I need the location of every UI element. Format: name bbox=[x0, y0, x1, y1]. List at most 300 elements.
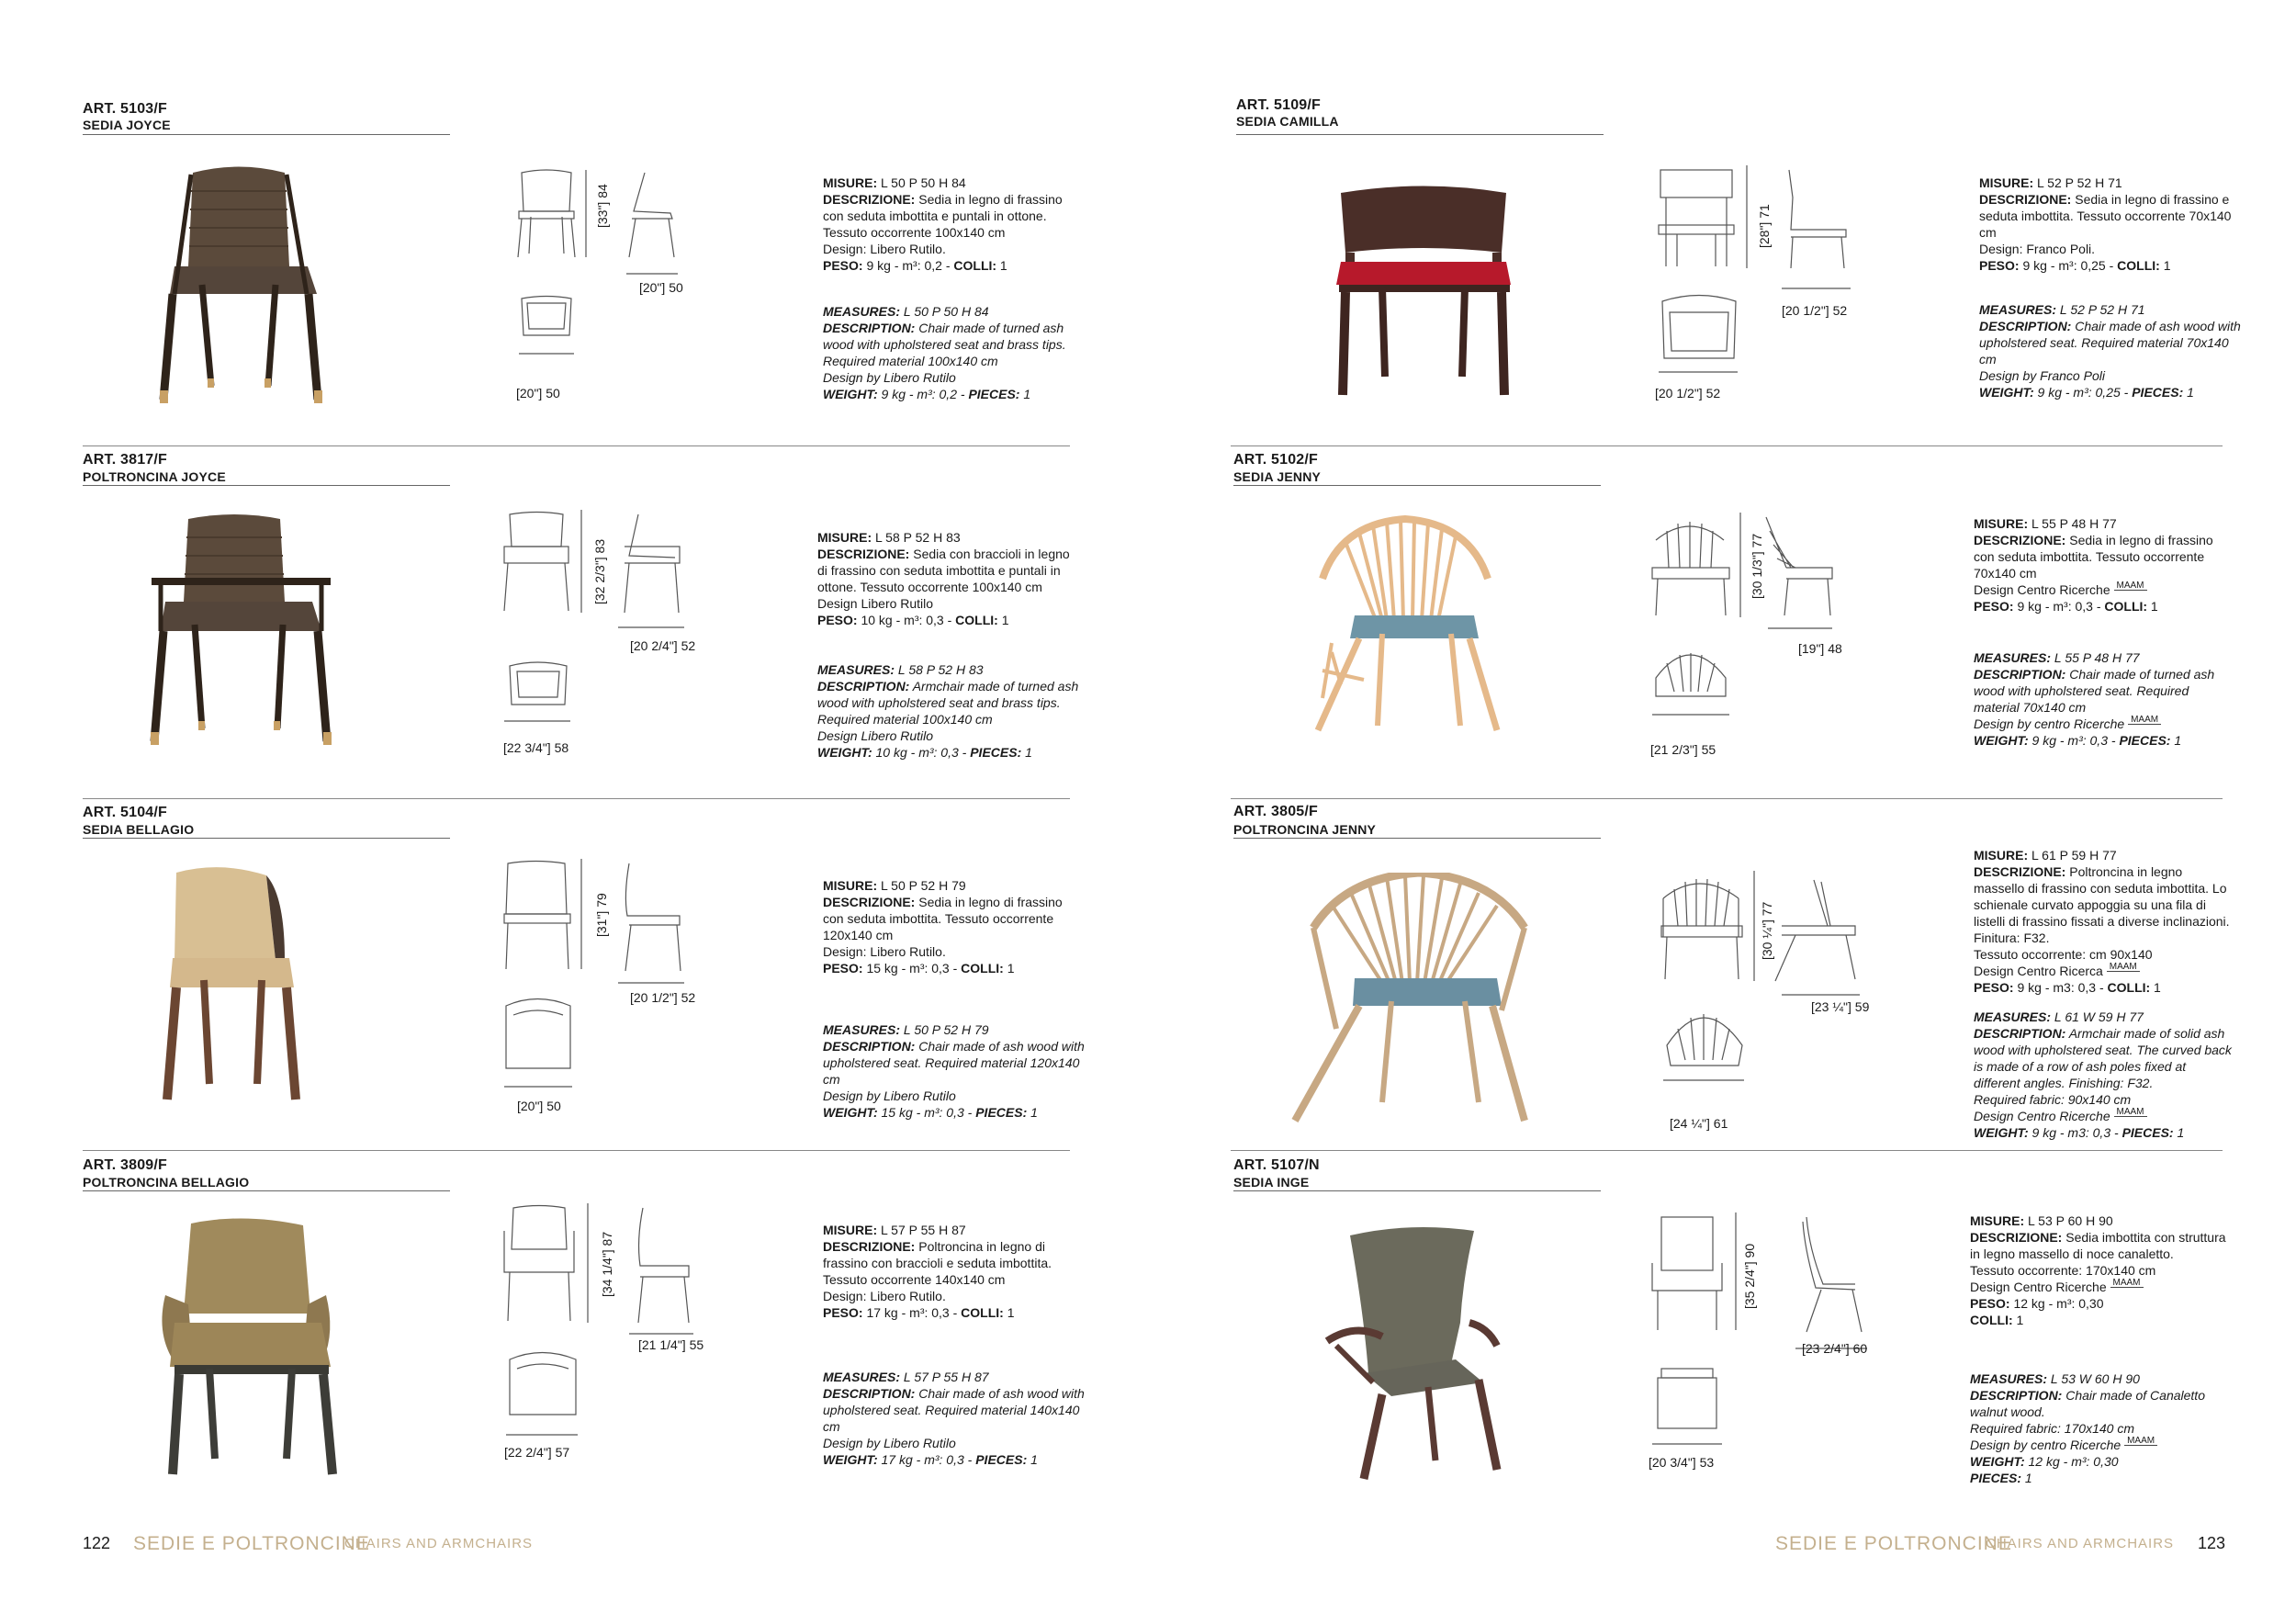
title-underline bbox=[1233, 1190, 1601, 1191]
desc-value: Design by centro Ricerche bbox=[1974, 716, 2125, 731]
dim-height: [32 2/3"] 83 bbox=[592, 538, 607, 604]
desc-it bbox=[1970, 1212, 2232, 1328]
desc-line bbox=[1979, 241, 2241, 257]
article-number: ART. 5103/F bbox=[83, 101, 168, 117]
desc-value: Chair made of turned ash wood with upholstered seat. Required material 70x140 cm bbox=[1974, 667, 2215, 715]
desc-key: DESCRIPTION: bbox=[1974, 1026, 2066, 1041]
desc-value: 1 bbox=[2021, 1471, 2032, 1485]
section-title-en-right: CHAIRS AND ARMCHAIRS bbox=[1986, 1536, 2175, 1551]
desc-value: Design by centro Ricerche bbox=[1970, 1438, 2122, 1452]
article-number: ART. 5102/F bbox=[1233, 452, 1319, 468]
desc-value: L 50 P 52 H 79 bbox=[877, 878, 966, 893]
desc-key: MEASURES: bbox=[823, 304, 901, 319]
desc-key: MISURE: bbox=[823, 878, 878, 893]
article-number: ART. 5107/N bbox=[1233, 1157, 1320, 1173]
desc-value: L 52 P 52 H 71 bbox=[2033, 175, 2122, 190]
desc-line bbox=[823, 1385, 1085, 1435]
desc-value: L 55 P 48 H 77 bbox=[2051, 650, 2140, 665]
desc-line bbox=[823, 1088, 1085, 1104]
desc-value: L 58 P 52 H 83 bbox=[895, 662, 984, 677]
dim-height: [28"] 71 bbox=[1757, 204, 1772, 248]
desc-key: DESCRIZIONE: bbox=[1974, 864, 2066, 879]
desc-value: Design by Franco Poli bbox=[1979, 368, 2105, 383]
desc-key: DESCRIZIONE: bbox=[1970, 1230, 2063, 1245]
desc-value: 1 bbox=[2183, 385, 2194, 400]
desc-line bbox=[1974, 649, 2235, 666]
article-number: ART. 3809/F bbox=[83, 1157, 168, 1173]
title-underline bbox=[83, 134, 450, 135]
desc-value: 9 kg - m3: 0,3 - bbox=[2013, 980, 2108, 995]
desc-line bbox=[1970, 1295, 2232, 1312]
desc-value: L 50 P 50 H 84 bbox=[877, 175, 966, 190]
dim-side: [20 1/2"] 52 bbox=[630, 990, 696, 1005]
desc-line bbox=[1970, 1212, 2232, 1229]
desc-value: Tessuto occorrente: cm 90x140 bbox=[1974, 947, 2153, 962]
title-underline bbox=[1233, 838, 1601, 839]
desc-key: COLLI: bbox=[953, 258, 997, 273]
desc-line bbox=[823, 1304, 1085, 1321]
desc-value: Design Centro Ricerche bbox=[1974, 1109, 2110, 1123]
chair-photo bbox=[129, 1212, 395, 1488]
title-underline bbox=[83, 485, 450, 486]
desc-value: L 58 P 52 H 83 bbox=[872, 530, 961, 545]
desc-value: 1 bbox=[2170, 733, 2182, 748]
desc-en bbox=[817, 661, 1079, 761]
desc-value: Poltroncina in legno di frassino con braccioli e seduta imbottita. Tessuto occorrente 140x140 cm bbox=[823, 1239, 1052, 1287]
desc-en bbox=[823, 1021, 1085, 1121]
title-underline bbox=[1233, 485, 1601, 486]
desc-line bbox=[823, 1288, 1085, 1304]
dim-height: [30 1/3"] 77 bbox=[1750, 533, 1764, 599]
desc-key: PESO: bbox=[1974, 980, 2014, 995]
separator-left-1 bbox=[83, 445, 1070, 446]
desc-value: Armchair made of turned ash wood with upholstered seat and brass tips. Required material 100x140 cm bbox=[817, 679, 1079, 727]
desc-key: PESO: bbox=[1974, 599, 2014, 614]
desc-line bbox=[1979, 301, 2241, 318]
chair-tech-drawing bbox=[1653, 165, 1864, 395]
desc-line bbox=[823, 1451, 1085, 1468]
desc-line bbox=[823, 257, 1085, 274]
desc-line bbox=[1974, 532, 2235, 581]
title-underline bbox=[83, 838, 450, 839]
article-number: ART. 5104/F bbox=[83, 805, 168, 820]
chair-photo bbox=[138, 510, 386, 776]
desc-key: DESCRIPTION: bbox=[1974, 667, 2066, 682]
desc-line bbox=[823, 1222, 1085, 1238]
desc-value: 1 bbox=[996, 258, 1007, 273]
desc-line bbox=[823, 369, 1085, 386]
desc-it bbox=[1979, 175, 2241, 274]
desc-key: MISURE: bbox=[1974, 516, 2029, 531]
desc-line bbox=[823, 1104, 1085, 1121]
desc-value: 9 kg - m³: 0,25 - bbox=[2019, 258, 2118, 273]
desc-key: MISURE: bbox=[823, 1223, 878, 1237]
desc-key: DESCRIZIONE: bbox=[817, 547, 910, 561]
desc-value: Poltroncina in legno massello di frassino con seduta imbottita. Lo schienale curvato appoggia su una fila di listelli di frassino fissati a diverse inclinazioni. Finitura: F32. bbox=[1974, 864, 2230, 945]
desc-value: 1 bbox=[1019, 387, 1031, 401]
desc-value: 1 bbox=[1003, 961, 1015, 976]
desc-key: WEIGHT: bbox=[823, 387, 878, 401]
desc-key: COLLI: bbox=[2107, 980, 2151, 995]
desc-key: COLLI: bbox=[2117, 258, 2160, 273]
dim-side: [19"] 48 bbox=[1798, 641, 1842, 656]
product-name: POLTRONCINA JOYCE bbox=[83, 469, 226, 484]
desc-value: L 53 P 60 H 90 bbox=[2024, 1213, 2113, 1228]
desc-key: WEIGHT: bbox=[1979, 385, 2034, 400]
desc-key: PESO: bbox=[823, 1305, 863, 1320]
desc-value: Design: Libero Rutilo. bbox=[823, 944, 946, 959]
dim-top: [20"] 50 bbox=[517, 1099, 561, 1113]
desc-key: DESCRIZIONE: bbox=[1974, 533, 2066, 547]
desc-key: PESO: bbox=[1970, 1296, 2010, 1311]
desc-value: 9 kg - m³: 0,3 - bbox=[2028, 733, 2120, 748]
desc-line bbox=[823, 224, 1085, 241]
desc-line bbox=[1970, 1229, 2232, 1262]
desc-value: 1 bbox=[1027, 1452, 1038, 1467]
dim-side: [20"] 50 bbox=[639, 280, 683, 295]
maam-logo: MAAM bbox=[2114, 581, 2147, 591]
desc-line bbox=[1974, 1091, 2235, 1108]
desc-value: Sedia in legno di frassino con seduta imbottita. Tessuto occorrente 70x140 cm bbox=[1974, 533, 2213, 581]
desc-line bbox=[823, 386, 1085, 402]
desc-value: 9 kg - m³: 0,2 - bbox=[862, 258, 954, 273]
desc-line bbox=[1974, 863, 2235, 946]
title-underline bbox=[83, 1190, 450, 1191]
desc-key: DESCRIPTION: bbox=[823, 321, 916, 335]
desc-key: MEASURES: bbox=[1979, 302, 2057, 317]
desc-value: Design: Franco Poli. bbox=[1979, 242, 2096, 256]
dim-side: [23 ¼"] 59 bbox=[1811, 999, 1870, 1014]
desc-line bbox=[1970, 1387, 2232, 1420]
dim-height: [33"] 84 bbox=[595, 184, 610, 228]
desc-key: DESCRIZIONE: bbox=[1979, 192, 2072, 207]
desc-value: Design Libero Rutilo bbox=[817, 596, 934, 611]
desc-key: MISURE: bbox=[1974, 848, 2029, 863]
desc-value: 12 kg - m³: 0,30 bbox=[2024, 1454, 2119, 1469]
desc-key: DESCRIPTION: bbox=[1970, 1388, 2063, 1403]
dim-top: [22 2/4"] 57 bbox=[504, 1445, 570, 1460]
desc-line bbox=[823, 1369, 1085, 1385]
desc-value: 1 bbox=[2173, 1125, 2185, 1140]
chair-photo bbox=[1313, 179, 1561, 400]
desc-line bbox=[823, 1238, 1085, 1288]
desc-value: 9 kg - m³: 0,25 - bbox=[2033, 385, 2133, 400]
desc-line bbox=[1974, 1108, 2235, 1124]
desc-value: Armchair made of solid ash wood with upholstered seat. The curved back is made of a row of ash poles fixed at different angles. Finishing: F32. bbox=[1974, 1026, 2232, 1090]
dim-side: [20 2/4"] 52 bbox=[630, 638, 696, 653]
desc-value: Sedia con braccioli in legno di frassino con seduta imbottita e puntali in ottone. Tessuto occorrente 100x140 cm bbox=[817, 547, 1070, 594]
desc-line bbox=[1979, 384, 2241, 400]
desc-value: 1 bbox=[2147, 599, 2158, 614]
desc-key: PIECES: bbox=[2119, 733, 2171, 748]
dim-top: [21 2/3"] 55 bbox=[1650, 742, 1716, 757]
desc-value: 9 kg - m³: 0,2 - bbox=[877, 387, 969, 401]
desc-en bbox=[1974, 649, 2235, 749]
maam-logo: MAAM bbox=[2114, 1108, 2147, 1117]
chair-photo bbox=[1295, 514, 1543, 735]
desc-value: Design: Libero Rutilo. bbox=[823, 1289, 946, 1303]
desc-line bbox=[1974, 963, 2235, 979]
desc-line bbox=[817, 529, 1079, 546]
desc-value: Design Centro Ricerche bbox=[1974, 582, 2110, 597]
desc-key: MEASURES: bbox=[1974, 650, 2052, 665]
desc-it bbox=[1974, 847, 2235, 996]
desc-en bbox=[1979, 301, 2241, 400]
desc-value: Chair made of turned ash wood with upholstered seat and brass tips. Required material 100x140 cm bbox=[823, 321, 1066, 368]
desc-value: 9 kg - m3: 0,3 - bbox=[2028, 1125, 2122, 1140]
desc-value: Chair made of ash wood with upholstered seat. Required material 140x140 cm bbox=[823, 1386, 1085, 1434]
dim-top: [20 1/2"] 52 bbox=[1655, 386, 1721, 400]
desc-value: 17 kg - m³: 0,3 - bbox=[877, 1452, 976, 1467]
desc-value: L 61 W 59 H 77 bbox=[2051, 1009, 2144, 1024]
chair-photo bbox=[138, 156, 386, 423]
desc-line bbox=[1974, 979, 2235, 996]
desc-key: WEIGHT: bbox=[823, 1452, 878, 1467]
desc-value: Sedia in legno di frassino con seduta imbottita e puntali in ottone. bbox=[823, 192, 1063, 223]
desc-line bbox=[823, 303, 1085, 320]
desc-value: Design Libero Rutilo bbox=[817, 728, 934, 743]
desc-value: Design Centro Ricerche bbox=[1970, 1280, 2107, 1294]
chair-photo bbox=[1281, 873, 1557, 1130]
desc-line bbox=[823, 175, 1085, 191]
desc-en bbox=[1970, 1370, 2232, 1486]
desc-value: Sedia in legno di frassino con seduta imbottita. Tessuto occorrente 120x140 cm bbox=[823, 895, 1063, 942]
desc-value: Tessuto occorrente 100x140 cm bbox=[823, 225, 1006, 240]
desc-key: WEIGHT: bbox=[1974, 1125, 2029, 1140]
desc-value: L 53 W 60 H 90 bbox=[2047, 1371, 2140, 1386]
dim-height: [31"] 79 bbox=[594, 893, 609, 937]
desc-line bbox=[823, 1038, 1085, 1088]
desc-line bbox=[1974, 1124, 2235, 1141]
maam-logo: MAAM bbox=[2128, 716, 2161, 725]
article-number: ART. 3805/F bbox=[1233, 804, 1319, 819]
desc-value: Design by Libero Rutilo bbox=[823, 370, 956, 385]
desc-line bbox=[1970, 1370, 2232, 1387]
desc-key: PIECES: bbox=[2122, 1125, 2174, 1140]
desc-value: 10 kg - m³: 0,3 - bbox=[872, 745, 971, 760]
desc-line bbox=[1974, 515, 2235, 532]
desc-line bbox=[817, 727, 1079, 744]
desc-it bbox=[823, 175, 1085, 274]
desc-line bbox=[1970, 1279, 2232, 1295]
desc-value: L 50 P 50 H 84 bbox=[900, 304, 989, 319]
dim-height: [30 ¼"] 77 bbox=[1760, 901, 1774, 960]
desc-key: MEASURES: bbox=[1970, 1371, 2048, 1386]
desc-line bbox=[823, 877, 1085, 894]
dim-height: [35 2/4"] 90 bbox=[1742, 1243, 1757, 1309]
desc-value: 1 bbox=[997, 613, 1009, 627]
desc-en bbox=[823, 303, 1085, 402]
separator-left-3 bbox=[83, 1150, 1070, 1151]
page-number-left: 122 bbox=[83, 1534, 111, 1552]
dim-side: [23 2/4"] 60 bbox=[1802, 1341, 1868, 1356]
product-name: SEDIA JENNY bbox=[1233, 469, 1322, 484]
dim-top: [20 3/4"] 53 bbox=[1649, 1455, 1715, 1470]
desc-key: WEIGHT: bbox=[817, 745, 872, 760]
desc-value: Tessuto occorrente: 170x140 cm bbox=[1970, 1263, 2156, 1278]
desc-key: COLLI: bbox=[961, 1305, 1004, 1320]
separator-right-3 bbox=[1231, 1150, 2223, 1151]
desc-value: Design by Libero Rutilo bbox=[823, 1436, 956, 1450]
desc-line bbox=[1974, 716, 2235, 732]
desc-key: PIECES: bbox=[968, 387, 1020, 401]
desc-line bbox=[823, 894, 1085, 943]
desc-line bbox=[1974, 1025, 2235, 1091]
desc-line bbox=[1974, 598, 2235, 615]
desc-line bbox=[1979, 367, 2241, 384]
desc-key: PESO: bbox=[823, 961, 863, 976]
desc-key: PIECES: bbox=[2132, 385, 2184, 400]
desc-key: PIECES: bbox=[970, 745, 1022, 760]
desc-it bbox=[823, 877, 1085, 976]
desc-value: Sedia imbottita con struttura in legno massello di noce canaletto. bbox=[1970, 1230, 2226, 1261]
desc-key: MISURE: bbox=[817, 530, 872, 545]
article-number: ART. 5109/F bbox=[1236, 97, 1322, 113]
desc-line bbox=[823, 241, 1085, 257]
desc-value: 1 bbox=[1003, 1305, 1015, 1320]
desc-line bbox=[823, 960, 1085, 976]
desc-it bbox=[817, 529, 1079, 628]
desc-value: L 57 P 55 H 87 bbox=[877, 1223, 966, 1237]
desc-value: 10 kg - m³: 0,3 - bbox=[857, 613, 956, 627]
desc-key: MISURE: bbox=[1979, 175, 2034, 190]
product-name: SEDIA CAMILLA bbox=[1236, 114, 1339, 129]
maam-logo: MAAM bbox=[2107, 963, 2140, 972]
title-underline bbox=[1236, 134, 1604, 135]
desc-key: DESCRIZIONE: bbox=[823, 1239, 916, 1254]
desc-line bbox=[1970, 1262, 2232, 1279]
chair-photo bbox=[1300, 1222, 1548, 1488]
desc-key: MEASURES: bbox=[817, 662, 895, 677]
product-name: POLTRONCINA BELLAGIO bbox=[83, 1175, 250, 1190]
desc-value: L 55 P 48 H 77 bbox=[2028, 516, 2117, 531]
desc-line bbox=[817, 678, 1079, 727]
desc-value: 1 bbox=[2159, 258, 2171, 273]
desc-line bbox=[1974, 847, 2235, 863]
desc-key: MEASURES: bbox=[1974, 1009, 2052, 1024]
desc-line bbox=[1970, 1470, 2232, 1486]
desc-line bbox=[817, 661, 1079, 678]
desc-line bbox=[817, 744, 1079, 761]
desc-line bbox=[823, 191, 1085, 224]
desc-value: 12 kg - m³: 0,30 bbox=[2009, 1296, 2104, 1311]
desc-key: COLLI: bbox=[961, 961, 1004, 976]
desc-key: PIECES: bbox=[975, 1452, 1028, 1467]
product-name: SEDIA BELLAGIO bbox=[83, 822, 195, 837]
desc-key: PESO: bbox=[817, 613, 858, 627]
desc-value: 1 bbox=[2150, 980, 2161, 995]
desc-key: MEASURES: bbox=[823, 1022, 901, 1037]
product-name: SEDIA INGE bbox=[1233, 1175, 1310, 1190]
desc-line bbox=[1970, 1453, 2232, 1470]
separator-right-2 bbox=[1231, 798, 2223, 799]
desc-value: L 61 P 59 H 77 bbox=[2028, 848, 2117, 863]
dim-side: [21 1/4"] 55 bbox=[638, 1337, 704, 1352]
desc-key: DESCRIPTION: bbox=[823, 1386, 916, 1401]
desc-line bbox=[1974, 946, 2235, 963]
desc-value: Design: Libero Rutilo. bbox=[823, 242, 946, 256]
desc-value: L 50 P 52 H 79 bbox=[900, 1022, 989, 1037]
desc-line bbox=[817, 546, 1079, 595]
product-name: SEDIA JOYCE bbox=[83, 118, 171, 132]
desc-line bbox=[817, 612, 1079, 628]
desc-line bbox=[823, 320, 1085, 369]
desc-key: WEIGHT: bbox=[823, 1105, 878, 1120]
desc-line bbox=[1979, 175, 2241, 191]
desc-line bbox=[823, 943, 1085, 960]
desc-line bbox=[1974, 666, 2235, 716]
desc-en bbox=[1974, 1009, 2235, 1141]
separator-right-1 bbox=[1231, 445, 2223, 446]
desc-it bbox=[823, 1222, 1085, 1321]
dim-side: [20 1/2"] 52 bbox=[1782, 303, 1848, 318]
desc-value: 1 bbox=[1027, 1105, 1038, 1120]
desc-key: PESO: bbox=[1979, 258, 2020, 273]
desc-value: Required fabric: 90x140 cm bbox=[1974, 1092, 2132, 1107]
dim-top: [22 3/4"] 58 bbox=[503, 740, 569, 755]
desc-line bbox=[817, 595, 1079, 612]
desc-key: PESO: bbox=[823, 258, 863, 273]
maam-logo: MAAM bbox=[2110, 1279, 2144, 1288]
maam-logo: MAAM bbox=[2124, 1437, 2157, 1446]
section-title-it-right: SEDIE E POLTRONCINE bbox=[1775, 1533, 2012, 1554]
chair-tech-drawing bbox=[514, 165, 726, 358]
desc-value: 15 kg - m³: 0,3 - bbox=[862, 961, 962, 976]
separator-left-2 bbox=[83, 798, 1070, 799]
desc-line bbox=[1974, 581, 2235, 598]
desc-value: 15 kg - m³: 0,3 - bbox=[877, 1105, 976, 1120]
desc-key: DESCRIPTION: bbox=[817, 679, 910, 694]
chair-photo bbox=[138, 859, 386, 1125]
desc-value: Chair made of Canaletto walnut wood. bbox=[1970, 1388, 2205, 1419]
desc-value: Design Centro Ricerca bbox=[1974, 964, 2103, 978]
desc-value: L 57 P 55 H 87 bbox=[900, 1370, 989, 1384]
desc-key: COLLI: bbox=[955, 613, 998, 627]
desc-value: 1 bbox=[1021, 745, 1032, 760]
desc-line bbox=[1970, 1437, 2232, 1453]
desc-value: Chair made of ash wood with upholstered seat. Required material 120x140 cm bbox=[823, 1039, 1085, 1087]
desc-value: Chair made of ash wood with upholstered seat. Required material 70x140 cm bbox=[1979, 319, 2241, 367]
dim-top: [20"] 50 bbox=[516, 386, 560, 400]
desc-line bbox=[1970, 1312, 2232, 1328]
desc-key: COLLI: bbox=[1970, 1313, 2013, 1327]
desc-key: COLLI: bbox=[2104, 599, 2148, 614]
desc-key: DESCRIZIONE: bbox=[823, 192, 916, 207]
desc-key: MISURE: bbox=[1970, 1213, 2025, 1228]
desc-line bbox=[1979, 191, 2241, 241]
article-number: ART. 3817/F bbox=[83, 452, 168, 468]
desc-key: WEIGHT: bbox=[1970, 1454, 2025, 1469]
desc-key: DESCRIPTION: bbox=[823, 1039, 916, 1054]
desc-value: L 52 P 52 H 71 bbox=[2056, 302, 2145, 317]
section-title-en: CHAIRS AND ARMCHAIRS bbox=[344, 1536, 534, 1551]
section-title-it: SEDIE E POLTRONCINE bbox=[133, 1533, 370, 1554]
desc-value: 9 kg - m³: 0,3 - bbox=[2013, 599, 2105, 614]
product-name: POLTRONCINA JENNY bbox=[1233, 822, 1377, 837]
desc-line bbox=[1979, 318, 2241, 367]
desc-key: DESCRIPTION: bbox=[1979, 319, 2072, 333]
desc-line bbox=[1974, 732, 2235, 749]
desc-key: DESCRIZIONE: bbox=[823, 895, 916, 909]
desc-line bbox=[1974, 1009, 2235, 1025]
desc-line bbox=[823, 1435, 1085, 1451]
desc-key: WEIGHT: bbox=[1974, 733, 2029, 748]
desc-value: Design by Libero Rutilo bbox=[823, 1088, 956, 1103]
dim-height: [34 1/4"] 87 bbox=[600, 1231, 614, 1297]
desc-key: MEASURES: bbox=[823, 1370, 901, 1384]
desc-en bbox=[823, 1369, 1085, 1468]
desc-key: MISURE: bbox=[823, 175, 878, 190]
